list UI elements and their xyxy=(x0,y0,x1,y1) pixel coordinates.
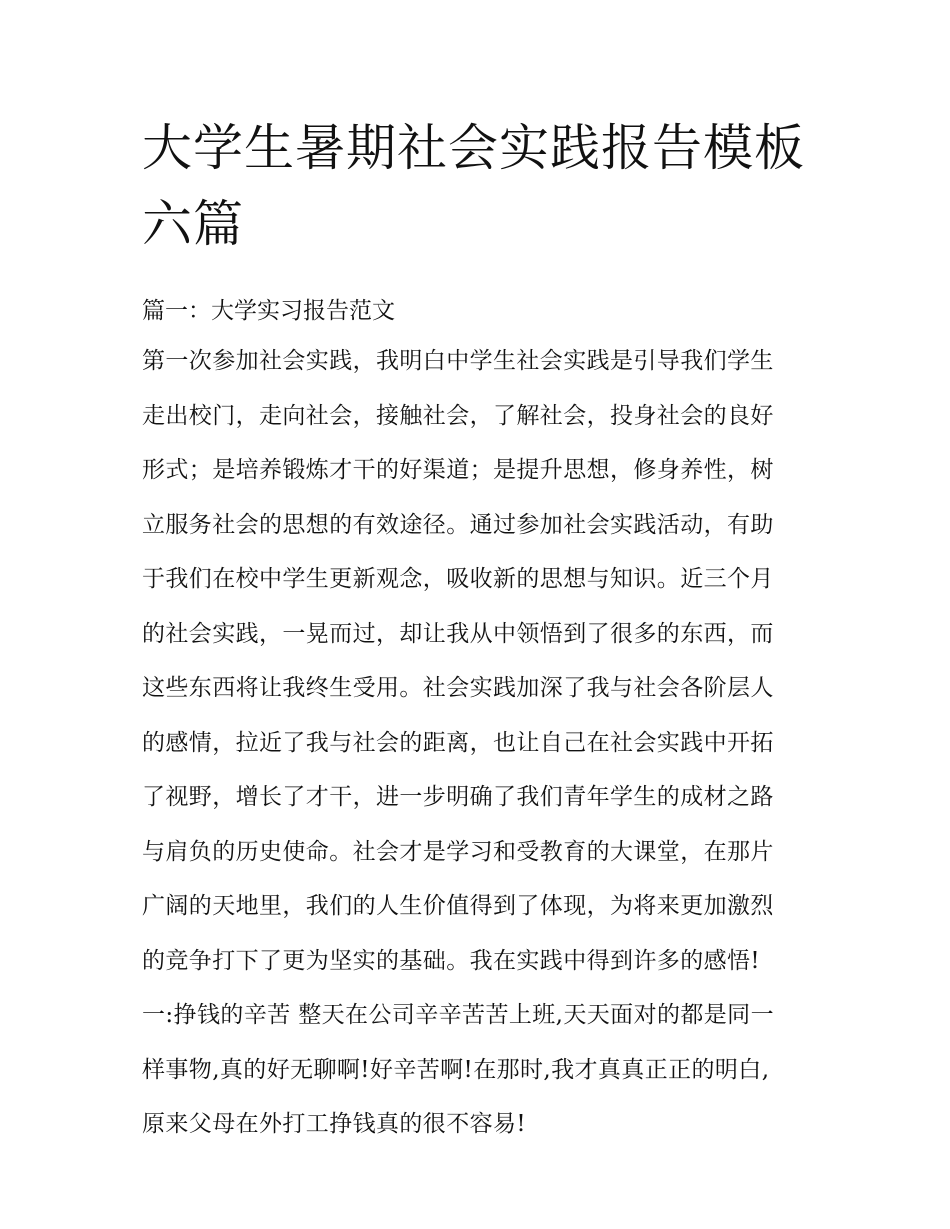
body-line: 的竞争打下了更为坚实的基础。我在实践中得到许多的感悟! xyxy=(142,947,761,974)
body-line: 一:挣钱的辛苦 整天在公司辛辛苦苦上班,天天面对的都是同一 xyxy=(142,1002,774,1028)
body-line: 立服务社会的思想的有效途径。通过参加社会实践活动，有助 xyxy=(142,511,774,538)
body-line: 了视野，增长了才干，进一步明确了我们青年学生的成材之路 xyxy=(142,784,774,810)
body-line: 原来父母在外打工挣钱真的很不容易! xyxy=(142,1111,527,1137)
body-line: 的社会实践，一晃而过，却让我从中领悟到了很多的东西，而 xyxy=(142,620,774,647)
document-content xyxy=(142,110,814,1152)
section-heading: 篇一：大学实习报告范文 xyxy=(142,298,395,324)
body-line: 广阔的天地里，我们的人生价值得到了体现，为将来更加激烈 xyxy=(142,893,774,919)
body-line: 与肩负的历史使命。社会才是学习和受教育的大课堂，在那片 xyxy=(142,838,774,865)
body-line: 于我们在校中学生更新观念，吸收新的思想与知识。近三个月 xyxy=(142,566,774,592)
body-line: 这些东西将让我终生受用。社会实践加深了我与社会各阶层人 xyxy=(142,675,774,701)
document-title: 大学生暑期社会实践报告模板六篇 xyxy=(142,119,805,253)
body-line: 形式；是培养锻炼才干的好渠道；是提升思想，修身养性，树 xyxy=(142,457,774,483)
body-line: 走出校门，走向社会，接触社会，了解社会，投身社会的良好 xyxy=(142,402,774,429)
body-text xyxy=(142,334,814,1152)
body-line: 样事物,真的好无聊啊!好辛苦啊!在那时,我才真真正正的明白, xyxy=(142,1056,770,1083)
body-line: 的感情，拉近了我与社会的距离，也让自己在社会实践中开拓 xyxy=(142,729,774,756)
body-line: 第一次参加社会实践，我明白中学生社会实践是引导我们学生 xyxy=(142,348,774,374)
